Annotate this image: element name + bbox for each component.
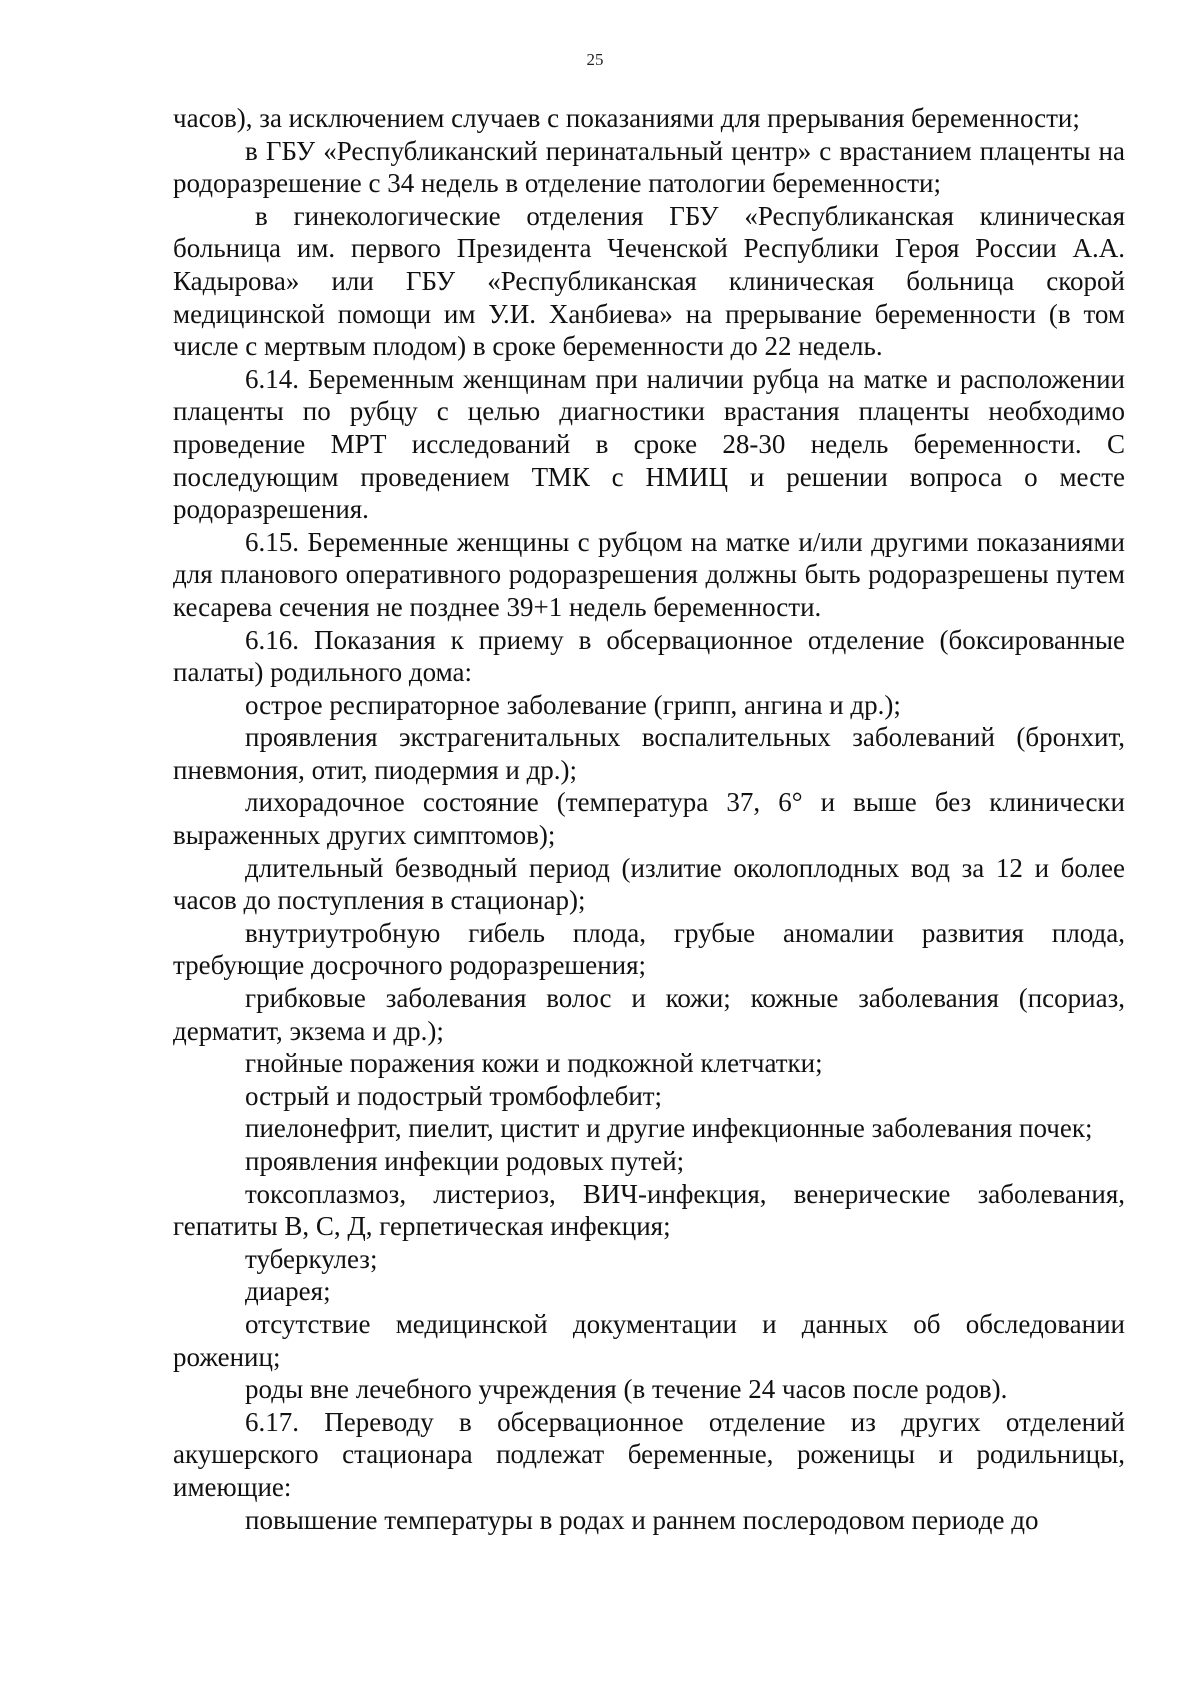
list-item: роды вне лечебного учреждения (в течение 24 часов после родов).: [245, 1374, 1008, 1405]
list-item: проявления экстрагенитальных воспалительных заболеваний (бронхит, пневмония, отит, пиодермия и др.);: [173, 722, 1125, 785]
list-item: длительный безводный период (излитие околоплодных вод за 12 и более часов до поступления в стационар);: [173, 852, 1125, 916]
list-item: внутриутробную гибель плода, грубые аномалии развития плода, требующие досрочного родоразрешения;: [173, 917, 1125, 981]
list-item: гнойные поражения кожи и подкожной клетчатки;: [245, 1048, 823, 1079]
list-item: грибковые заболевания волос и кожи; кожные заболевания (псориаз, дерматит, экзема и др.);: [173, 983, 1125, 1046]
document-body: [173, 102, 1125, 1536]
list-item: повышение температуры в родах и раннем послеродовом периоде до: [245, 1504, 1039, 1535]
paragraph: 6.17. Переводу в обсервационное отделение из других отделений акушерского стационара подлежат беременные, роженицы и родильницы, имеющие:: [173, 1406, 1125, 1502]
paragraph: в гинекологические отделения ГБУ «Республиканская клиническая больница им. первого Президента Чеченской Республики Героя России А.А. Кадырова» или ГБУ «Республиканская клиническая больница скорой медицинской помощи им У.И. Ханбиева» на прерывание беременности (в том числе с мертвым плодом) в сроке беременности до 22 недель.: [173, 200, 1125, 362]
paragraph: часов), за исключением случаев с показаниями для прерывания беременности;: [173, 103, 1080, 133]
paragraph: 6.15. Беременные женщины с рубцом на матке и/или другими показаниями для планового оперативного родоразрешения должны быть родоразрешены путем кесарева сечения не позднее 39+1 недель беременности.: [173, 526, 1125, 622]
paragraph: 6.16. Показания к приему в обсервационное отделение (боксированные палаты) родильного дома:: [173, 624, 1125, 688]
list-item: пиелонефрит, пиелит, цистит и другие инфекционные заболевания почек;: [245, 1113, 1093, 1144]
list-item: токсоплазмоз, листериоз, ВИЧ-инфекция, венерические заболевания, гепатиты В, С, Д, герпетическая инфекция;: [173, 1178, 1125, 1242]
list-item: туберкулез;: [245, 1243, 378, 1274]
list-item: лихорадочное состояние (температура 37, 6° и выше без клинически выраженных других симптомов);: [173, 787, 1125, 851]
list-item: диарея;: [245, 1276, 331, 1307]
list-item: отсутствие медицинской документации и данных об обследовании рожениц;: [173, 1308, 1125, 1372]
page-number: 25: [586, 50, 604, 69]
paragraph: в ГБУ «Республиканский перинатальный центр» с врастанием плаценты на родоразрешение с 34 недель в отделение патологии беременности;: [173, 135, 1125, 199]
list-item: острый и подострый тромбофлебит;: [245, 1080, 663, 1111]
list-item: острое респираторное заболевание (грипп, ангина и др.);: [245, 689, 901, 720]
list-item: проявления инфекции родовых путей;: [245, 1146, 685, 1176]
paragraph: 6.14. Беременным женщинам при наличии рубца на матке и расположении плаценты по рубцу с целью диагностики врастания плаценты необходимо проведение МРТ исследований в сроке 28-30 недель беременности. С последующим проведением ТМК с НМИЦ и решении вопроса о месте родоразрешения.: [173, 363, 1125, 525]
